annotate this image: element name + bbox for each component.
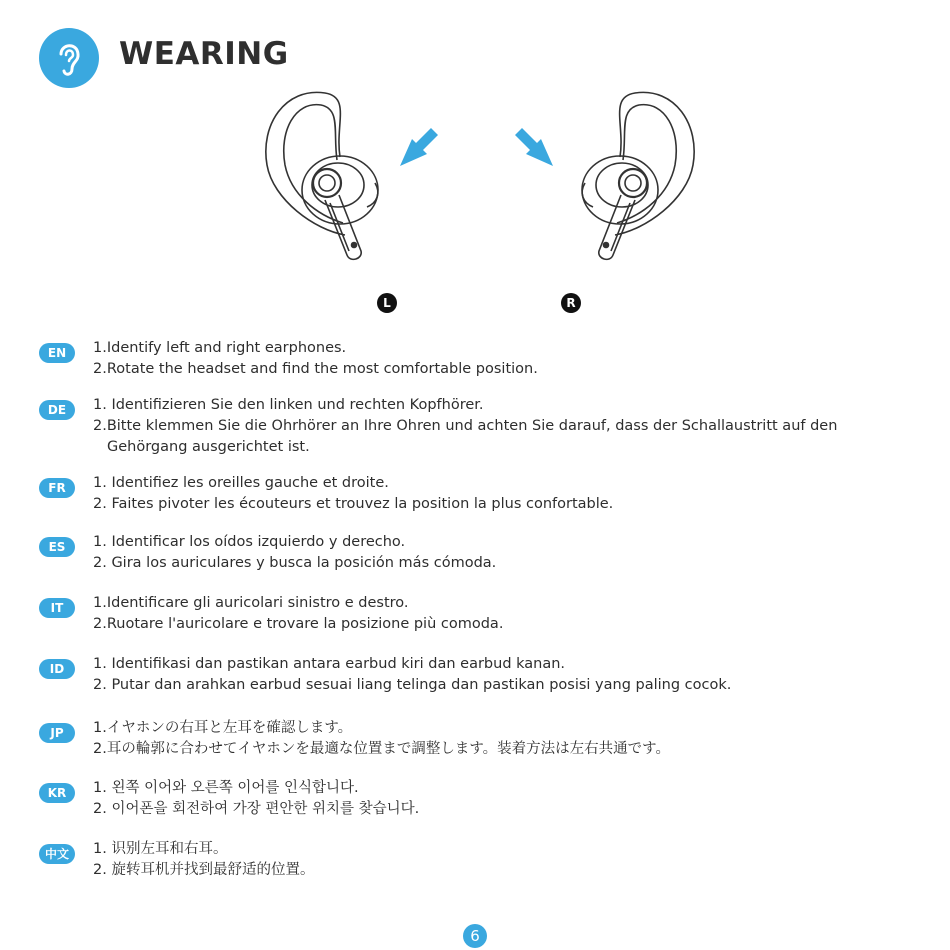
language-badge: ID xyxy=(39,659,75,679)
language-badge: 中文 xyxy=(39,844,75,864)
instruction-line: 2. Gira los auriculares y busca la posición más cómoda. xyxy=(93,555,497,571)
instruction-line: 2. Faites pivoter les écouteurs et trouvez la position la plus confortable. xyxy=(93,496,614,512)
instruction-line: 1. Identifizieren Sie den linken und rechten Kopfhörer. xyxy=(93,397,484,413)
language-badge: DE xyxy=(39,400,75,420)
instruction-line: 1. 识别左耳和右耳。 xyxy=(93,841,228,857)
language-badge: IT xyxy=(39,598,75,618)
right-earbud-drawing xyxy=(582,92,694,259)
right-side-badge: R xyxy=(561,293,581,313)
instruction-line: 1. Identifiez les oreilles gauche et droite. xyxy=(93,475,389,491)
right-arrow-icon xyxy=(515,128,553,166)
instruction-line: 1. Identifikasi dan pastikan antara earbud kiri dan earbud kanan. xyxy=(93,656,566,672)
instruction-line: 2.Ruotare l'auricolare e trovare la posizione più comoda. xyxy=(93,616,504,632)
left-arrow-icon xyxy=(400,128,438,166)
page-number: 6 xyxy=(463,924,487,948)
language-badge: KR xyxy=(39,783,75,803)
earbud-wearing-illustration xyxy=(255,85,705,275)
language-badge: FR xyxy=(39,478,75,498)
language-badge: ES xyxy=(39,537,75,557)
ear-icon xyxy=(39,28,99,88)
instruction-line: Gehörgang ausgerichtet ist. xyxy=(107,439,310,455)
left-side-badge: L xyxy=(377,293,397,313)
instruction-line: 2.Rotate the headset and find the most comfortable position. xyxy=(93,361,538,377)
instruction-line: 1.Identificare gli auricolari sinistro e destro. xyxy=(93,595,409,611)
instruction-line: 2.耳の輪郭に合わせてイヤホンを最適な位置まで調整します。装着方法は左右共通です。 xyxy=(93,741,671,757)
left-earbud-drawing xyxy=(266,92,378,259)
instruction-line: 2. Putar dan arahkan earbud sesuai liang telinga dan pastikan posisi yang paling cocok. xyxy=(93,677,732,693)
instruction-line: 1. 왼쪽 이어와 오른쪽 이어를 인식합니다. xyxy=(93,780,359,796)
instruction-line: 2.Bitte klemmen Sie die Ohrhörer an Ihre Ohren und achten Sie darauf, dass der Schallaustritt auf den xyxy=(93,418,838,434)
instruction-line: 1.イヤホンの右耳と左耳を確認します。 xyxy=(93,720,353,736)
instruction-line: 1.Identify left and right earphones. xyxy=(93,340,347,356)
instruction-line: 1. Identificar los oídos izquierdo y derecho. xyxy=(93,534,406,550)
language-badge: EN xyxy=(39,343,75,363)
language-badge: JP xyxy=(39,723,75,743)
instruction-line: 2. 이어폰을 회전하여 가장 편안한 위치를 찾습니다. xyxy=(93,801,420,817)
page-title: WEARING xyxy=(119,36,289,72)
ear-icon-badge xyxy=(39,28,99,88)
instruction-line: 2. 旋转耳机并找到最舒适的位置。 xyxy=(93,862,315,878)
